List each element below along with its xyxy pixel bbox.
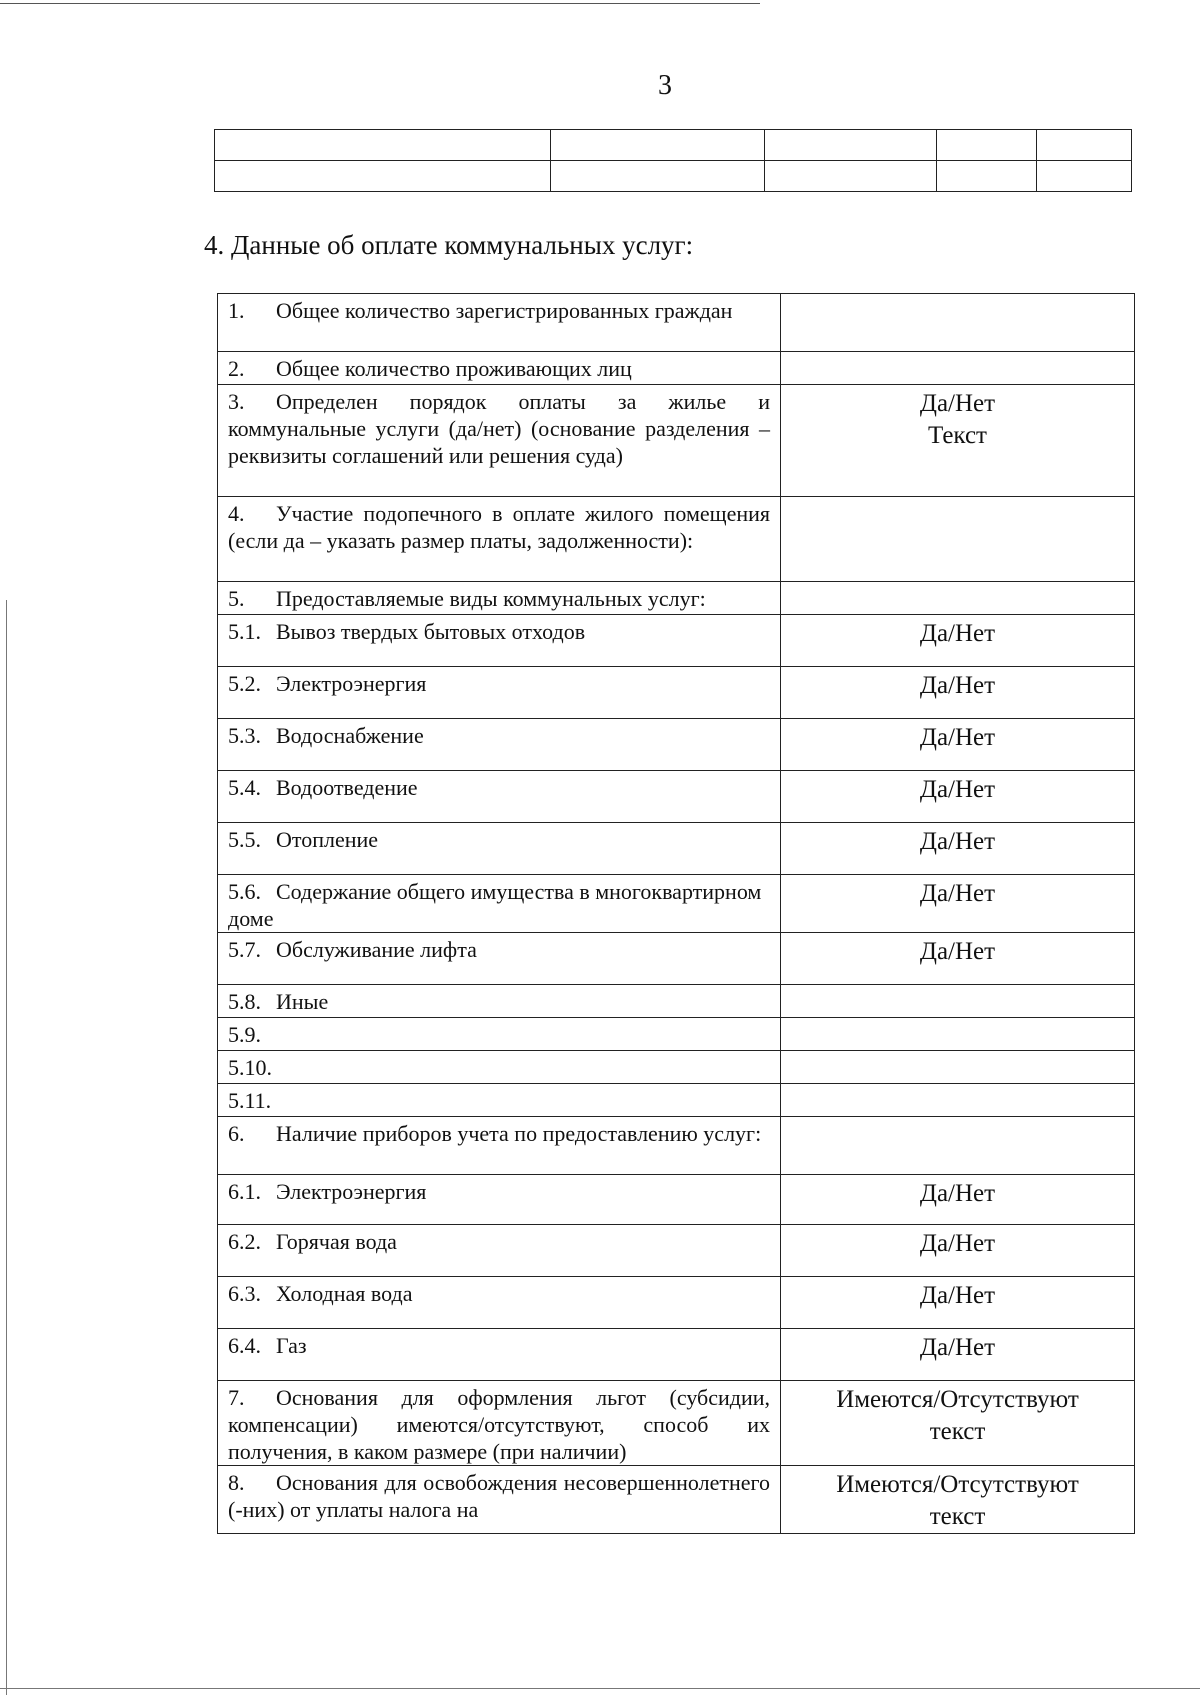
scan-edge-top bbox=[0, 3, 760, 4]
row-label: 5.1. Вывоз твердых бытовых отходов bbox=[218, 615, 781, 667]
table-row bbox=[218, 1381, 1135, 1466]
table-row bbox=[218, 1051, 1135, 1084]
table-row bbox=[218, 875, 1135, 933]
row-value bbox=[781, 352, 1135, 385]
utility-payments-table bbox=[217, 293, 1135, 1534]
table-row bbox=[218, 719, 1135, 771]
row-label: 4. Участие подопечного в оплате жилого помещения (если да – указать размер платы, задолженности): bbox=[218, 497, 781, 582]
row-value: Имеются/Отсутствуют текст bbox=[781, 1466, 1135, 1534]
row-value bbox=[781, 1051, 1135, 1084]
table-row bbox=[218, 933, 1135, 985]
row-value: Да/Нет bbox=[781, 875, 1135, 933]
table-row bbox=[218, 1084, 1135, 1117]
row-value bbox=[781, 1117, 1135, 1175]
row-value bbox=[781, 1018, 1135, 1051]
table-row bbox=[218, 667, 1135, 719]
table-row bbox=[218, 823, 1135, 875]
row-value: Да/Нет Текст bbox=[781, 385, 1135, 497]
row-value: Да/Нет bbox=[781, 1225, 1135, 1277]
row-value bbox=[781, 294, 1135, 352]
row-value bbox=[781, 497, 1135, 582]
row-label: 5.11. bbox=[218, 1084, 781, 1117]
row-label: 5.7. Обслуживание лифта bbox=[218, 933, 781, 985]
page-number: 3 bbox=[658, 70, 672, 101]
row-label: 6.1. Электроэнергия bbox=[218, 1175, 781, 1225]
row-label: 5.6. Содержание общего имущества в многоквартирном доме bbox=[218, 875, 781, 933]
row-value: Да/Нет bbox=[781, 1277, 1135, 1329]
row-value: Да/Нет bbox=[781, 771, 1135, 823]
scan-edge-bottom bbox=[0, 1688, 1200, 1689]
table-row bbox=[218, 497, 1135, 582]
row-value: Да/Нет bbox=[781, 1175, 1135, 1225]
table-row bbox=[218, 1225, 1135, 1277]
table-row bbox=[218, 1117, 1135, 1175]
table-row bbox=[218, 582, 1135, 615]
row-value bbox=[781, 582, 1135, 615]
row-label: 5.10. bbox=[218, 1051, 781, 1084]
table-row bbox=[218, 294, 1135, 352]
table-row bbox=[218, 615, 1135, 667]
row-label: 5. Предоставляемые виды коммунальных услуг: bbox=[218, 582, 781, 615]
table-row bbox=[218, 1329, 1135, 1381]
table-row bbox=[218, 385, 1135, 497]
scan-edge-left bbox=[6, 600, 7, 1695]
row-label: 3. Определен порядок оплаты за жилье и коммунальные услуги (да/нет) (основание разделения – реквизиты соглашений или решения суда) bbox=[218, 385, 781, 497]
row-label: 5.3. Водоснабжение bbox=[218, 719, 781, 771]
table-row bbox=[218, 1018, 1135, 1051]
table-row bbox=[218, 771, 1135, 823]
row-label: 2. Общее количество проживающих лиц bbox=[218, 352, 781, 385]
row-label: 5.2. Электроэнергия bbox=[218, 667, 781, 719]
row-label: 7. Основания для оформления льгот (субсидии, компенсации) имеются/отсутствуют, способ их получения, в каком размере (при наличии) bbox=[218, 1381, 781, 1466]
row-value: Да/Нет bbox=[781, 823, 1135, 875]
previous-table-continuation bbox=[214, 129, 1132, 192]
row-label: 6. Наличие приборов учета по предоставлению услуг: bbox=[218, 1117, 781, 1175]
row-label: 5.4. Водоотведение bbox=[218, 771, 781, 823]
row-label: 8. Основания для освобождения несовершеннолетнего (-них) от уплаты налога на bbox=[218, 1466, 781, 1534]
section-heading: 4. Данные об оплате коммунальных услуг: bbox=[204, 230, 694, 260]
row-value: Да/Нет bbox=[781, 667, 1135, 719]
table-row bbox=[218, 1277, 1135, 1329]
row-label: 6.2. Горячая вода bbox=[218, 1225, 781, 1277]
row-label: 6.3. Холодная вода bbox=[218, 1277, 781, 1329]
table-row bbox=[215, 130, 1132, 161]
table-row bbox=[218, 1175, 1135, 1225]
row-label: 5.9. bbox=[218, 1018, 781, 1051]
row-value: Имеются/Отсутствуют текст bbox=[781, 1381, 1135, 1466]
table-row bbox=[218, 985, 1135, 1018]
table-row bbox=[218, 352, 1135, 385]
row-label: 1. Общее количество зарегистрированных граждан bbox=[218, 294, 781, 352]
row-label: 5.5. Отопление bbox=[218, 823, 781, 875]
row-value: Да/Нет bbox=[781, 615, 1135, 667]
table-row bbox=[218, 1466, 1135, 1534]
table-row bbox=[215, 161, 1132, 192]
row-value bbox=[781, 985, 1135, 1018]
row-value: Да/Нет bbox=[781, 719, 1135, 771]
row-value: Да/Нет bbox=[781, 1329, 1135, 1381]
row-label: 6.4. Газ bbox=[218, 1329, 781, 1381]
row-value: Да/Нет bbox=[781, 933, 1135, 985]
row-value bbox=[781, 1084, 1135, 1117]
row-label: 5.8. Иные bbox=[218, 985, 781, 1018]
